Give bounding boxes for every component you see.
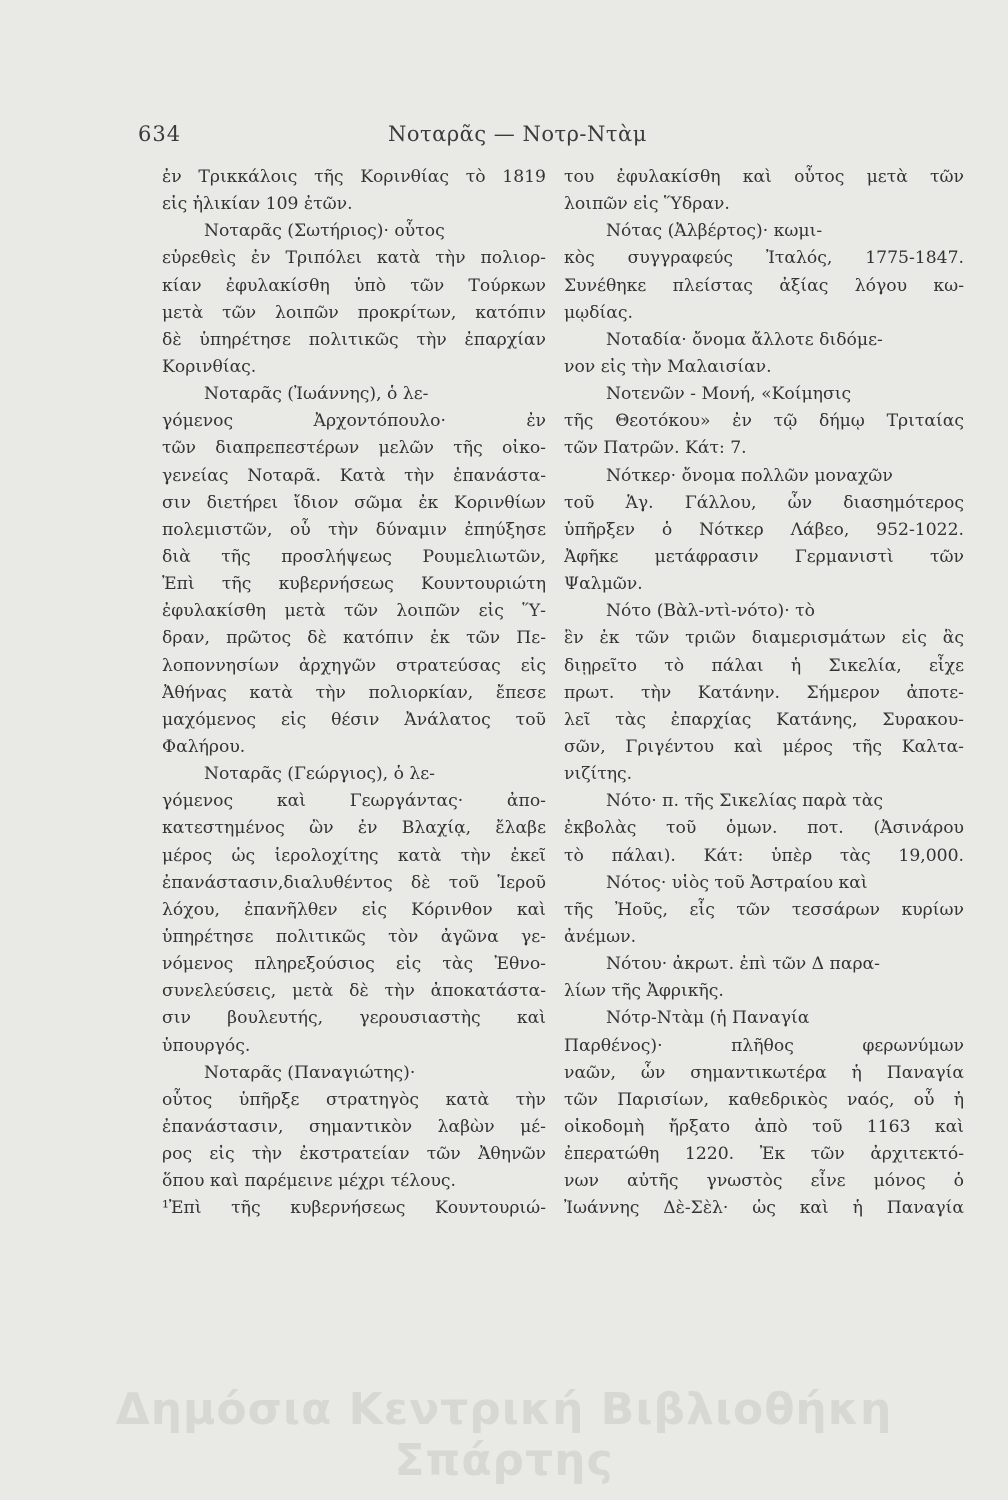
text-line: Κορινθίας. bbox=[162, 356, 257, 377]
running-head: Νοταρᾶς — Νοτρ-Ντὰμ bbox=[388, 122, 647, 146]
text-line: νων αὐτῆς γνωστὸς εἶνε μόνος ὁ bbox=[564, 1171, 964, 1192]
text-line: Ἀθήνας κατὰ τὴν πολιορκίαν, ἔπεσε bbox=[162, 682, 546, 703]
text-line: νον εἰς τὴν Μαλαισίαν. bbox=[564, 356, 772, 377]
text-line: τῆς Ἠοῦς, εἷς τῶν τεσσάρων κυρίων bbox=[564, 899, 964, 920]
text-line: δραν, πρῶτος δὲ κατόπιν ἐκ τῶν Πε- bbox=[162, 628, 546, 649]
text-line: ὅπου καὶ παρέμεινε μέχρι τέλους. bbox=[162, 1171, 456, 1192]
text-line: ὑπηρέτησε πολιτικῶς τὸν ἀγῶνα γε- bbox=[162, 926, 546, 947]
text-line: ¹Ἐπὶ τῆς κυβερνήσεως Κουντουριώ- bbox=[162, 1198, 546, 1219]
text-line: τῆς Θεοτόκου» ἐν τῷ δήμῳ Τριταίας bbox=[564, 411, 964, 432]
text-line: Νότο (Βὰλ-ντὶ-νότο)· τὸ bbox=[606, 601, 815, 622]
text-line: λοποννησίων ἀρχηγῶν στρατεύσας εἰς bbox=[162, 655, 546, 676]
text-line: μαχόμενος εἰς θέσιν Ἀνάλατος τοῦ bbox=[162, 709, 546, 730]
text-line: νόμενος πληρεξούσιος εἰς τὰς Ἐθνο- bbox=[162, 954, 546, 975]
text-line: Νότο· π. τῆς Σικελίας παρὰ τὰς bbox=[606, 791, 883, 812]
text-line: μέρος ὡς ἱερολοχίτης κατὰ τὴν ἐκεῖ bbox=[162, 845, 546, 866]
text-line: Νότος· υἱὸς τοῦ Ἀστραίου καὶ bbox=[606, 872, 868, 893]
text-line: νιζίτης. bbox=[564, 764, 633, 785]
text-line: οἰκοδομὴ ἤρξατο ἀπὸ τοῦ 1163 καὶ bbox=[564, 1116, 964, 1137]
text-line: ρος εἰς τὴν ἐκστρατείαν τῶν Ἀθηνῶν bbox=[162, 1144, 546, 1165]
text-line: λεῖ τὰς ἐπαρχίας Κατάνης, Συρακου- bbox=[564, 709, 964, 730]
text-line: οὗτος ὑπῆρξε στρατηγὸς κατὰ τὴν bbox=[162, 1089, 546, 1110]
text-line: ναῶν, ὧν σημαντικωτέρα ἡ Παναγία bbox=[564, 1062, 964, 1083]
text-line: συνελεύσεις, μετὰ δὲ τὴν ἀποκατάστα- bbox=[162, 981, 546, 1002]
text-line: Παρθένος)· πλῆθος φερωνύμων bbox=[564, 1035, 964, 1056]
text-line: διῃρεῖτο τὸ πάλαι ἡ Σικελία, εἶχε bbox=[564, 655, 964, 676]
text-line: σιν βουλευτής, γερουσιαστὴς καὶ bbox=[162, 1008, 546, 1029]
right-column bbox=[564, 164, 964, 1222]
text-line: Φαλήρου. bbox=[162, 736, 246, 757]
text-line: μετὰ τῶν λοιπῶν προκρίτων, κατόπιν bbox=[162, 302, 546, 323]
text-line: τὸ πάλαι). Κάτ: ὑπὲρ τὰς 19,000. bbox=[564, 845, 964, 866]
text-line: Νοτενῶν - Μονή, «Κοίμησις bbox=[606, 384, 852, 405]
left-column bbox=[162, 164, 546, 1222]
text-line: ἐφυλακίσθη μετὰ τῶν λοιπῶν εἰς Ὕ- bbox=[162, 601, 546, 622]
text-line: γόμενος καὶ Γεωργάντας· ἀπο- bbox=[162, 791, 546, 812]
text-line: Ἐπὶ τῆς κυβερνήσεως Κουντουριώτη bbox=[162, 574, 546, 595]
text-line: Νοταρᾶς (Σωτήριος)· οὗτος bbox=[204, 221, 445, 242]
text-line: κατεστημένος ὢν ἐν Βλαχίᾳ, ἔλαβε bbox=[162, 818, 546, 839]
text-line: λίων τῆς Ἀφρικῆς. bbox=[564, 981, 724, 1002]
text-line: δὲ ὑπηρέτησε πολιτικῶς τὴν ἐπαρχίαν bbox=[162, 329, 546, 350]
text-line: γενείας Νοταρᾶ. Κατὰ τὴν ἐπανάστα- bbox=[162, 465, 546, 486]
text-line: λόχου, ἐπανῆλθεν εἰς Κόρινθον καὶ bbox=[162, 899, 546, 920]
text-line: Ἰωάννης Δὲ-Σὲλ· ὡς καὶ ἡ Παναγία bbox=[564, 1198, 964, 1219]
text-line: ἓν ἐκ τῶν τριῶν διαμερισμάτων εἰς ἃς bbox=[564, 628, 964, 649]
text-line: κίαν ἐφυλακίσθη ὑπὸ τῶν Τούρκων bbox=[162, 275, 546, 296]
text-line: Νοταρᾶς (Γεώργιος), ὁ λε- bbox=[204, 764, 435, 785]
text-line: κὸς συγγραφεύς Ἰταλός, 1775-1847. bbox=[564, 248, 964, 269]
text-line: ἐκβολὰς τοῦ ὁμων. ποτ. (Ἀσινάρου bbox=[564, 818, 964, 839]
text-line: σιν διετήρει ἴδιον σῶμα ἐκ Κορινθίων bbox=[162, 492, 546, 513]
text-line: ἐπανάστασιν,διαλυθέντος δὲ τοῦ Ἱεροῦ bbox=[162, 872, 546, 893]
text-line: τοῦ Ἁγ. Γάλλου, ὧν διασημότερος bbox=[564, 492, 964, 513]
text-line: εἰς ἡλικίαν 109 ἐτῶν. bbox=[162, 194, 353, 215]
text-line: ἐν Τρικκάλοις τῆς Κορινθίας τὸ 1819 bbox=[162, 167, 546, 187]
page-header bbox=[138, 122, 858, 162]
text-line: τῶν Παρισίων, καθεδρικὸς ναός, οὗ ἡ bbox=[564, 1089, 964, 1110]
text-line: τῶν Πατρῶν. Κάτ: 7. bbox=[564, 438, 747, 459]
text-line: ἀνέμων. bbox=[564, 926, 637, 947]
text-line: Νοταρᾶς (Ἰωάννης), ὁ λε- bbox=[204, 384, 429, 405]
text-line: μῳδίας. bbox=[564, 302, 633, 323]
text-line: τῶν διαπρεπεστέρων μελῶν τῆς οἰκο- bbox=[162, 438, 546, 459]
text-line: σῶν, Γριγέντου καὶ μέρος τῆς Καλτα- bbox=[564, 736, 964, 757]
text-line: Νοταδία· ὄνομα ἄλλοτε διδόμε- bbox=[606, 329, 883, 350]
text-line: ἐπερατώθη 1220. Ἐκ τῶν ἀρχιτεκτό- bbox=[564, 1144, 964, 1165]
text-line: γόμενος Ἀρχοντόπουλο· ἐν bbox=[162, 411, 546, 432]
text-line: ἐπανάστασιν, σημαντικὸν λαβὼν μέ- bbox=[162, 1116, 546, 1137]
text-line: Νοταρᾶς (Παναγιώτης)· bbox=[204, 1062, 416, 1083]
text-line: Νότρ-Ντὰμ (ἡ Παναγία bbox=[606, 1008, 810, 1029]
text-line: πολεμιστῶν, οὗ τὴν δύναμιν ἐπηύξησε bbox=[162, 519, 546, 540]
text-line: Νότκερ· ὄνομα πολλῶν μοναχῶν bbox=[606, 465, 893, 486]
text-line: Ἀφῆκε μετάφρασιν Γερμανιστὶ τῶν bbox=[564, 546, 964, 567]
text-line: Ψαλμῶν. bbox=[564, 574, 643, 595]
text-line: Νότας (Ἀλβέρτος)· κωμι- bbox=[606, 221, 823, 242]
page-number: 634 bbox=[138, 122, 182, 146]
text-line: διὰ τῆς προσλήψεως Ρουμελιωτῶν, bbox=[162, 546, 546, 567]
text-line: ὑπῆρξεν ὁ Νότκερ Λάβεο, 952-1022. bbox=[564, 519, 964, 540]
text-line: Συνέθηκε πλείστας ἀξίας λόγου κω- bbox=[564, 275, 964, 296]
text-line: λοιπῶν εἰς Ὕδραν. bbox=[564, 194, 730, 215]
library-watermark: Δημόσια Κεντρική Βιβλιοθήκη Σπάρτης bbox=[115, 1384, 893, 1486]
text-line: του ἐφυλακίσθη καὶ οὗτος μετὰ τῶν bbox=[564, 167, 964, 187]
text-line: Νότου· ἀκρωτ. ἐπὶ τῶν Δ παρα- bbox=[606, 954, 880, 975]
text-line: πρωτ. τὴν Κατάνην. Σήμερον ἀποτε- bbox=[564, 682, 964, 703]
text-line: εὑρεθεὶς ἐν Τριπόλει κατὰ τὴν πολιορ- bbox=[162, 248, 546, 269]
text-line: ὑπουργός. bbox=[162, 1035, 251, 1056]
